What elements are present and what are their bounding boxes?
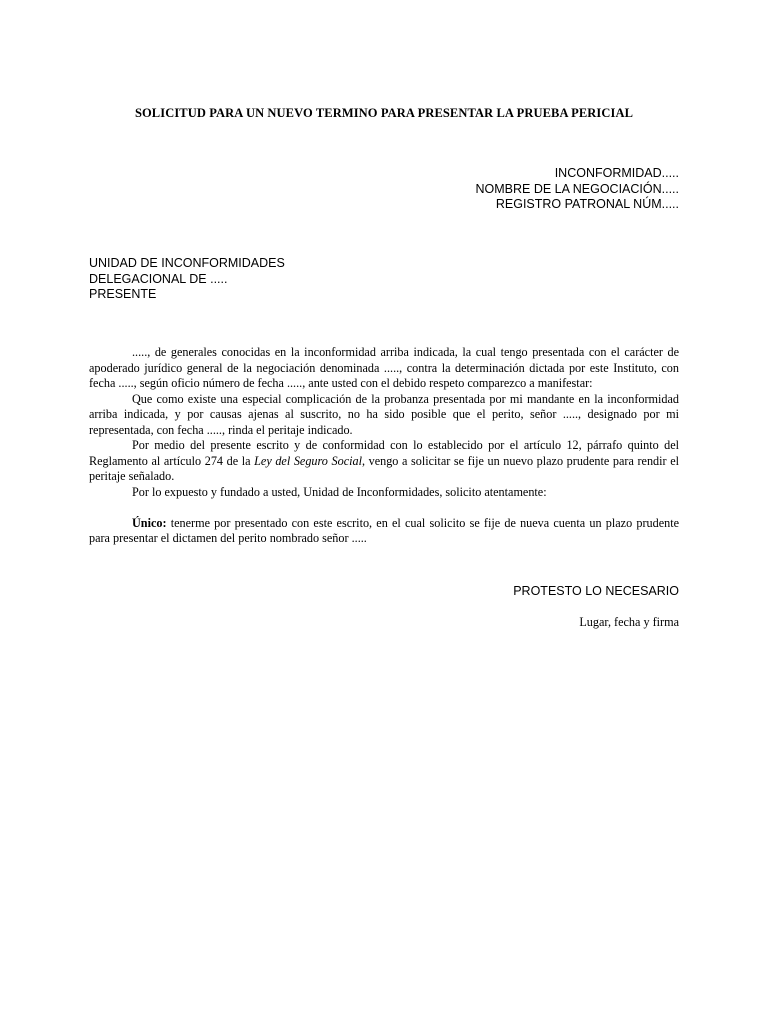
law-name: Ley del Seguro Social [254,453,362,468]
paragraph-legal-basis-end: , vengo a solicitar se fije un nuevo plazo prudente para rendir el peritaje señalado. [89,453,679,483]
addressee-delegacional: DELEGACIONAL DE ..... [89,271,228,286]
signature-line: Lugar, fecha y firma [579,615,679,629]
closing-statement: PROTESTO LO NECESARIO [513,584,679,598]
unico-label: Único: [132,515,167,530]
paragraph-legal-basis-start: Por medio del presente escrito y de conformidad con lo establecido por el artículo 12, párrafo quinto del Reglamento al artículo 274 de la [89,438,679,468]
reference-inconformidad: INCONFORMIDAD..... [554,166,679,180]
paragraph-unico [89,516,679,547]
reference-block [475,166,679,213]
paragraph-intro: ....., de generales conocidas en la inconformidad arriba indicada, la cual tengo presentada con el carácter de apoderado jurídico general de la negociación denominada ....., contra la determinación dictada por este Instituto, con fecha ....., según oficio número de fecha ....., ante usted con el debido respeto comparezco a manifestar: [89,345,679,390]
reference-negociacion: NOMBRE DE LA NEGOCIACIÓN..... [475,181,679,196]
addressee-unidad: UNIDAD DE INCONFORMIDADES [89,256,285,270]
addressee-presente: PRESENTE [89,287,157,301]
document-title: SOLICITUD PARA UN NUEVO TERMINO PARA PRESENTAR LA PRUEBA PERICIAL [134,106,634,120]
letter-body [89,345,679,547]
paragraph-legal-basis [89,438,679,485]
paragraph-request: Por lo expuesto y fundado a usted, Unidad de Inconformidades, solicito atentamente: [132,484,547,499]
paragraph-complication: Que como existe una especial complicación de la probanza presentada por mi mandante en la inconformidad arriba indicada, y por causas ajenas al suscrito, no ha sido posible que el perito, señor ....., designado por mi representada, con fecha ....., rinda el peritaje indicado. [89,391,679,437]
unico-text: tenerme por presentado con este escrito, en el cual solicito se fije de nueva cuenta un plazo prudente para presentar el dictamen del perito nombrado señor ..... [89,515,679,545]
reference-registro-patronal: REGISTRO PATRONAL NÚM..... [495,197,679,211]
addressee-block [89,256,285,303]
